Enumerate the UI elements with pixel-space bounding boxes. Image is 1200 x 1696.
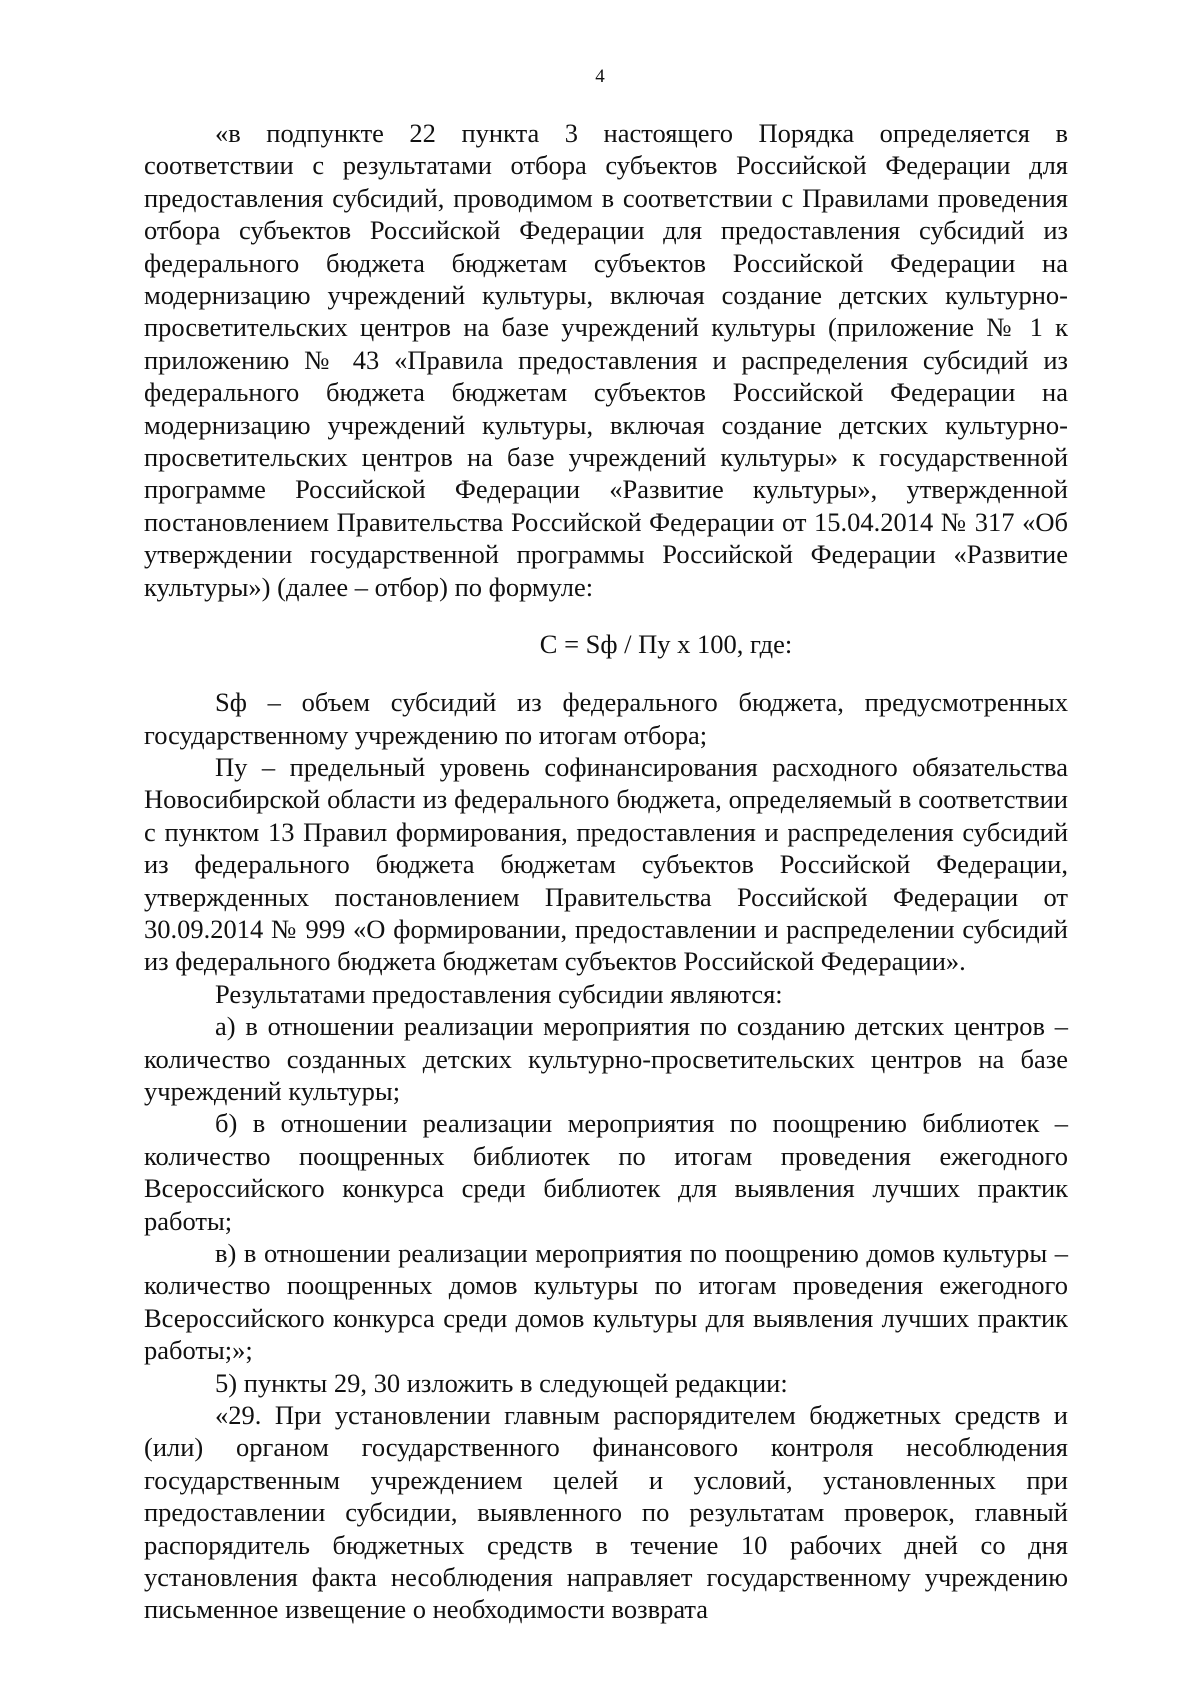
page-number: 4 bbox=[595, 66, 605, 87]
paragraph-point-5: 5) пункты 29, 30 изложить в следующей редакции: bbox=[215, 1367, 788, 1398]
paragraph-item-b: б) в отношении реализации мероприятия по поощрению библиотек – количество поощренных библиотек по итогам проведения ежегодного Всероссийского конкурса среди библиотек для выявления лучших практик работы; bbox=[144, 1108, 1068, 1236]
paragraph-sf-definition: Sф – объем субсидий из федерального бюджета, предусмотренных государственному учреждению по итогам отбора; bbox=[144, 687, 1068, 750]
paragraph-point-29: «29. При установлении главным распорядителем бюджетных средств и (или) органом государственного финансового контроля несоблюдения государственным учреждением целей и условий, установленных при предоставлении субсидии, выявленного по результатам проверок, главный распорядитель бюджетных средств в течение 10 рабочих дней со дня установления факта несоблюдения направляет государственному учреждению письменное извещение о необходимости возврата bbox=[144, 1400, 1068, 1625]
formula-spacer bbox=[144, 662, 1068, 686]
paragraph-intro: «в подпункте 22 пункта 3 настоящего Порядка определяется в соответствии с результатами отбора субъектов Российской Федерации для предоставления субсидий, проводимом в соответствии с Правилами проведения отбора субъектов Российской Федерации для предоставления субсидий из федерального бюджета бюджетам субъектов Российской Федерации на модернизацию учреждений культуры, включая создание детских культурно-просветительских центров на базе учреждений культуры (приложение № 1 к приложению № 43 «Правила предоставления и распределения субсидий из федерального бюджета бюджетам субъектов Российской Федерации на модернизацию учреждений культуры, включая создание детских культурно-просветительских центров на базе учреждений культуры» к государственной программе Российской Федерации «Развитие культуры», утвержденной постановлением Правительства Российской Федерации от 15.04.2014 № 317 «Об утверждении государственной программы Российской Федерации «Развитие культуры») (далее – отбор) по формуле: bbox=[144, 118, 1068, 602]
paragraph-item-a: а) в отношении реализации мероприятия по созданию детских центров – количество созданных детских культурно-просветительских центров на базе учреждений культуры; bbox=[144, 1011, 1068, 1106]
document-body bbox=[144, 117, 1068, 1626]
paragraph-item-v: в) в отношении реализации мероприятия по поощрению домов культуры – количество поощренных домов культуры по итогам проведения ежегодного Всероссийского конкурса среди домов культуры для выявления лучших практик работы;»; bbox=[144, 1238, 1068, 1366]
paragraph-results-heading: Результатами предоставления субсидии являются: bbox=[215, 978, 783, 1009]
formula: C = Sф / Пу х 100, где: bbox=[539, 629, 793, 660]
paragraph-pu-definition: Пу – предельный уровень софинансирования расходного обязательства Новосибирской области из федерального бюджета, определяемый в соответствии с пунктом 13 Правил формирования, предоставления и распределения субсидий из федерального бюджета бюджетам субъектов Российской Федерации, утвержденных постановлением Правительства Российской Федерации от 30.09.2014 № 999 «О формировании, предоставлении и распределении субсидий из федерального бюджета бюджетам субъектов Российской Федерации». bbox=[144, 751, 1068, 977]
